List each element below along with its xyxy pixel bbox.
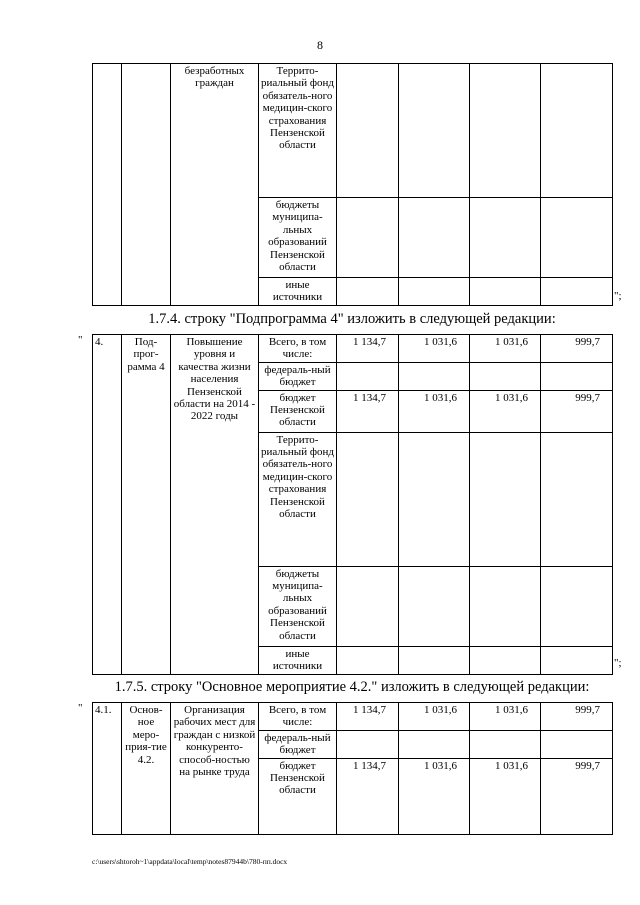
- activity-4-2-table: [92, 702, 613, 835]
- opening-quote: ": [78, 334, 83, 346]
- value-cell: 1 031,6: [399, 335, 470, 363]
- source-cell: иные источники: [259, 278, 337, 306]
- source-cell: Всего, в том числе:: [259, 335, 337, 363]
- source-cell: иные источники: [259, 646, 337, 674]
- value-cell: 1 134,7: [337, 390, 399, 432]
- source-cell: Всего, в том числе:: [259, 703, 337, 731]
- table-row: [93, 703, 613, 731]
- table-row: [93, 64, 613, 198]
- value-cell: 1 031,6: [470, 335, 541, 363]
- continuation-table: [92, 63, 613, 306]
- row-number: 4.: [93, 335, 122, 675]
- program-name: Под-прог-рамма 4: [122, 335, 171, 675]
- value-cell: 1 031,6: [470, 703, 541, 731]
- value-cell: 1 031,6: [399, 758, 470, 834]
- section-heading-175: 1.7.5. строку "Основное мероприятие 4.2." изложить в следующей редакции:: [114, 679, 590, 695]
- value-cell: 1 134,7: [337, 703, 399, 731]
- table-row: [93, 335, 613, 363]
- goal-cell: безработных граждан: [171, 64, 259, 306]
- value-cell: 999,7: [541, 703, 613, 731]
- value-cell: 1 031,6: [399, 390, 470, 432]
- value-cell: 1 134,7: [337, 335, 399, 363]
- value-cell: 999,7: [541, 335, 613, 363]
- value-cell: 999,7: [541, 390, 613, 432]
- value-cell: 999,7: [541, 758, 613, 834]
- page-number: 8: [317, 38, 323, 52]
- program-goal: Повышение уровня и качества жизни населения Пензенской области на 2014 - 2022 годы: [171, 335, 259, 675]
- footer-file-path: c:\users\shtoroh~1\appdata\local\temp\notes87944b\780-пп.docx: [92, 857, 288, 866]
- source-cell: федераль-ный бюджет: [259, 730, 337, 758]
- source-cell: Террито-риальный фонд обязатель-ного медицин-ского страхования Пензенской области: [259, 432, 337, 566]
- source-cell: бюджеты муниципа-льных образований Пензенской области: [259, 198, 337, 278]
- closing-quote: ";: [614, 290, 622, 302]
- source-cell: бюджет Пензенской области: [259, 390, 337, 432]
- source-cell: бюджеты муниципа-льных образований Пензенской области: [259, 566, 337, 646]
- program-goal: Организация рабочих мест для граждан с низкой конкуренто-способ-ностью на рынке труда: [171, 703, 259, 835]
- subprogram-4-table: [92, 334, 613, 675]
- value-cell: 1 031,6: [399, 703, 470, 731]
- closing-quote: ";: [614, 657, 622, 669]
- opening-quote: ": [78, 702, 83, 714]
- value-cell: 1 031,6: [470, 758, 541, 834]
- row-number: 4.1.: [93, 703, 122, 835]
- source-cell: федераль-ный бюджет: [259, 362, 337, 390]
- source-cell: бюджет Пензенской области: [259, 758, 337, 834]
- program-name: Основ-ное меро-прия-тие 4.2.: [122, 703, 171, 835]
- value-cell: 1 134,7: [337, 758, 399, 834]
- value-cell: 1 031,6: [470, 390, 541, 432]
- section-heading-174: 1.7.4. строку "Подпрограмма 4" изложить в следующей редакции:: [148, 311, 556, 327]
- source-cell: Террито-риальный фонд обязатель-ного медицин-ского страхования Пензенской области: [259, 64, 337, 198]
